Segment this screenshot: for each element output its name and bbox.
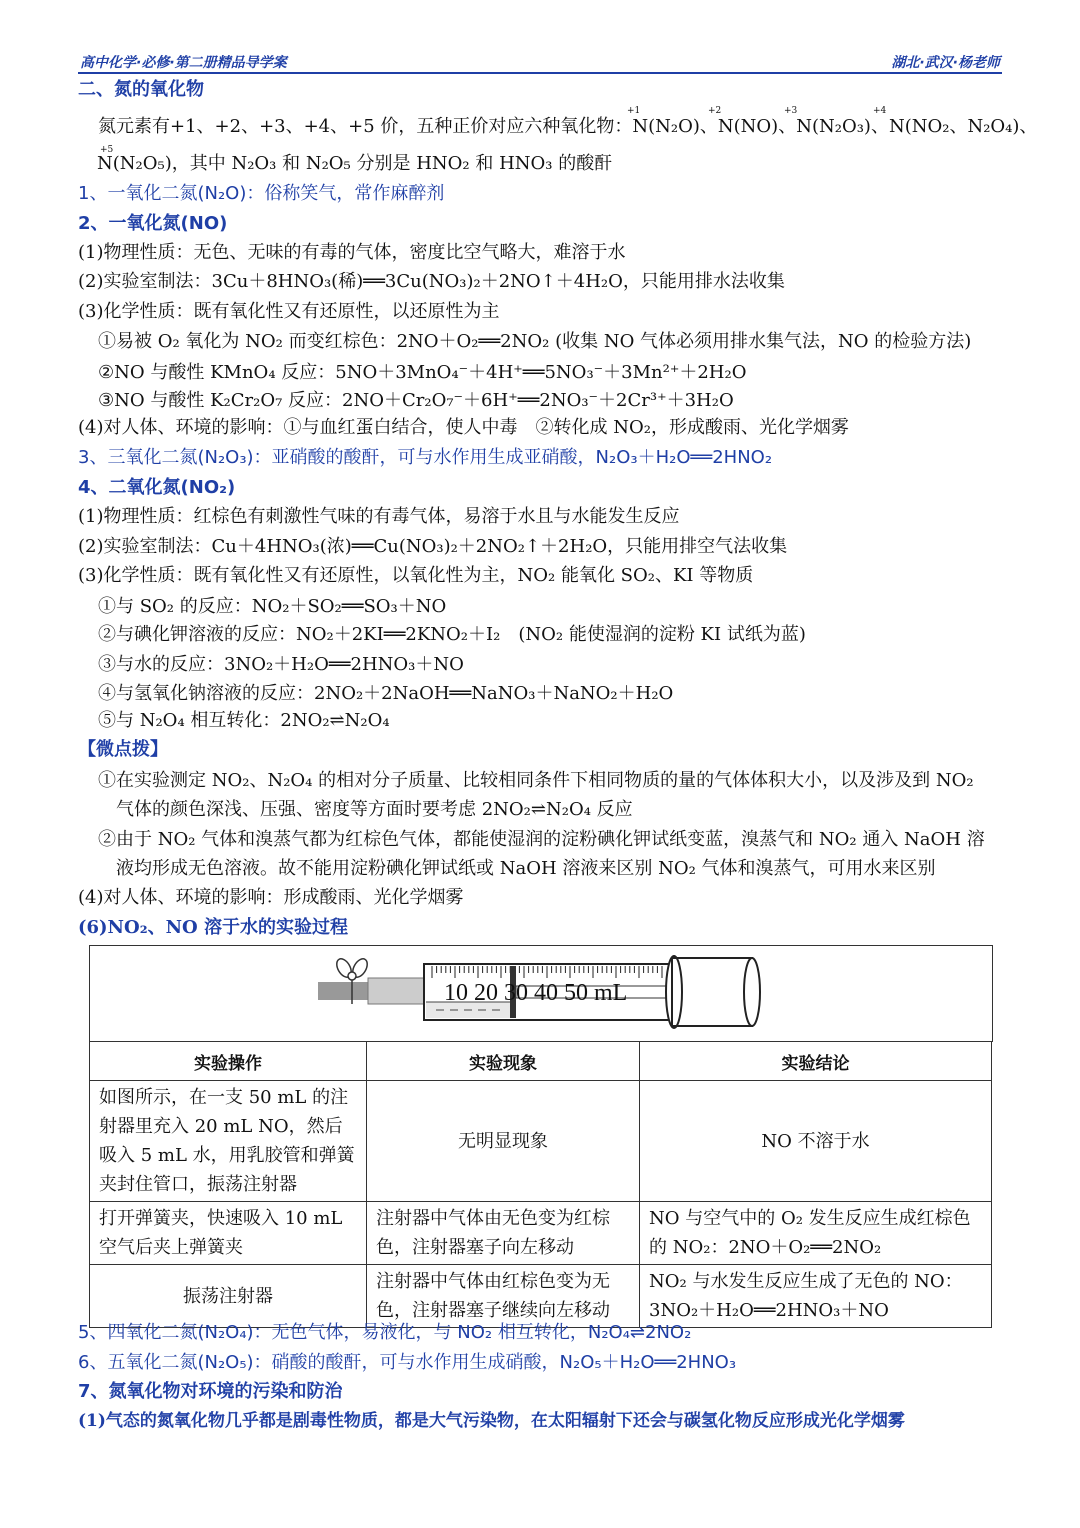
no2-item-3: ③与水的反应：3NO₂＋H₂O══2HNO₃＋NO — [98, 654, 464, 675]
section-title: 二、氮的氧化物 — [78, 79, 204, 100]
no2-physical: (1)物理性质：红棕色有刺激性气味的有毒气体，易溶于水且与水能发生反应 — [78, 506, 680, 527]
plunger-barrel — [672, 958, 752, 1026]
syringe-drawing — [90, 946, 992, 1042]
page-header — [78, 50, 1002, 74]
cell-op-2: 打开弹簧夹，快速吸入 10 mL 空气后夹上弹簧夹 — [90, 1202, 367, 1265]
no2-item-1: ①与 SO₂ 的反应：NO₂＋SO₂══SO₃＋NO — [98, 596, 447, 617]
no-item-3: ③NO 与酸性 K₂Cr₂O₇ 反应：2NO＋Cr₂O₇⁻＋6H⁺══2NO₃⁻＋2Cr³⁺＋3H₂O — [98, 390, 734, 411]
th-conclusion: 实验结论 — [640, 1042, 992, 1081]
ox-state-1: +1 — [627, 106, 641, 116]
tip-2-line-1: ②由于 NO₂ 气体和溴蒸气都为红棕色气体，都能使湿润的淀粉碘化钾试纸变蓝，溴蒸气和 NO₂ 通入 NaOH 溶 — [98, 829, 985, 850]
syringe-tip — [368, 978, 424, 1004]
no-item-1: ①易被 O₂ 氧化为 NO₂ 而变红棕色：2NO＋O₂══2NO₂ (收集 NO 气体必须用排水集气法，NO 的检验方法) — [98, 331, 972, 352]
syringe-scale-label: 10 20 30 40 50 mL — [444, 980, 628, 1006]
th-phenomenon: 实验现象 — [367, 1042, 640, 1081]
no2-heading: 4、二氧化氮(NO₂) — [78, 477, 236, 498]
no-lab-prep: (2)实验室制法：3Cu＋8HNO₃(稀)══3Cu(NO₃)₂＋2NO↑＋4H₂O，只能用排水法收集 — [78, 271, 785, 292]
no2-impact: (4)对人体、环境的影响：形成酸雨、光化学烟雾 — [78, 887, 464, 908]
tip-1-line-1: ①在实验测定 NO₂、N₂O₄ 的相对分子质量、比较相同条件下相同物质的量的气体体积大小，以及涉及到 NO₂ — [98, 770, 974, 791]
cell-ph-1: 无明显现象 — [367, 1081, 640, 1202]
n2o-line: 1、一氧化二氮(N₂O)：俗称笑气，常作麻醉剂 — [78, 183, 445, 204]
experiment-table — [89, 1041, 992, 1328]
intro-line-1: 氮元素有+1、+2、+3、+4、+5 价，五种正价对应六种氧化物：N(N₂O)、N(NO)、N(N₂O₃)、N(NO₂、N₂O₄)、 — [98, 116, 1038, 137]
no2-item-5: ⑤与 N₂O₄ 相互转化：2NO₂⇌N₂O₄ — [98, 710, 390, 731]
cell-co-3: NO₂ 与水发生反应生成了无色的 NO：3NO₂＋H₂O══2HNO₃＋NO — [640, 1265, 992, 1328]
no-physical: (1)物理性质：无色、无味的有毒的气体，密度比空气略大，难溶于水 — [78, 242, 626, 263]
barrel-flange — [666, 956, 682, 1028]
no2-item-2: ②与碘化钾溶液的反应：NO₂＋2KI══2KNO₂＋I₂ (NO₂ 能使湿润的淀粉 KI 试纸为蓝) — [98, 624, 806, 645]
table-row — [90, 1202, 992, 1265]
tip-1-line-2: 气体的颜色深浅、压强、密度等方面时要考虑 2NO₂⇌N₂O₄ 反应 — [116, 799, 633, 820]
cell-op-3: 振荡注射器 — [90, 1265, 367, 1328]
header-left: 高中化学·必修·第二册精品导学案 — [80, 55, 287, 71]
cell-co-2: NO 与空气中的 O₂ 发生反应生成红棕色的 NO₂：2NO＋O₂══2NO₂ — [640, 1202, 992, 1265]
intro-line-2: N(N₂O₅)，其中 N₂O₃ 和 N₂O₅ 分别是 HNO₂ 和 HNO₃ 的酸酐 — [97, 153, 613, 174]
n2o4-line: 5、四氧化二氮(N₂O₄)：无色气体，易液化，与 NO₂ 相互转化，N₂O₄⇌2NO₂ — [78, 1322, 692, 1343]
ox-state-5: +5 — [100, 145, 114, 155]
cell-ph-3: 注射器中气体由红棕色变为无色，注射器塞子继续向左移动 — [367, 1265, 640, 1328]
experiment-heading: (6)NO₂、NO 溶于水的实验过程 — [78, 917, 348, 938]
no-chemical: (3)化学性质：既有氧化性又有还原性，以还原性为主 — [78, 301, 500, 322]
table-row — [90, 1081, 992, 1202]
tip-heading: 【微点拨】 — [78, 739, 168, 760]
n2o3-line: 3、三氧化二氮(N₂O₃)：亚硝酸的酸酐，可与水作用生成亚硝酸，N₂O₃＋H₂O══2HNO₂ — [78, 447, 773, 468]
pollution-line-1: (1)气态的氮氧化物几乎都是剧毒性物质，都是大气污染物，在太阳辐射下还会与碳氢化物反应形成光化学烟雾 — [78, 1411, 905, 1431]
ox-state-4: +4 — [873, 106, 887, 116]
no-impact: (4)对人体、环境的影响：①与血红蛋白结合，使人中毒 ②转化成 NO₂，形成酸雨、光化学烟雾 — [78, 417, 849, 438]
no2-chemical: (3)化学性质：既有氧化性又有还原性，以氧化性为主，NO₂ 能氧化 SO₂、KI 等物质 — [78, 565, 754, 586]
plunger-thumb — [744, 958, 760, 1026]
cell-co-1: NO 不溶于水 — [640, 1081, 992, 1202]
no-item-2: ②NO 与酸性 KMnO₄ 反应：5NO＋3MnO₄⁻＋4H⁺══5NO₃⁻＋3Mn²⁺＋2H₂O — [98, 362, 747, 383]
ox-state-3: +3 — [784, 106, 798, 116]
th-operation: 实验操作 — [90, 1042, 367, 1081]
n2o5-line: 6、五氧化二氮(N₂O₅)：硝酸的酸酐，可与水作用生成硝酸，N₂O₅＋H₂O══2HNO₃ — [78, 1352, 737, 1373]
syringe-figure — [89, 945, 993, 1042]
table-row — [90, 1265, 992, 1328]
no2-lab-prep: (2)实验室制法：Cu＋4HNO₃(浓)══Cu(NO₃)₂＋2NO₂↑＋2H₂O，只能用排空气法收集 — [78, 536, 788, 557]
ox-state-2: +2 — [708, 106, 722, 116]
table-header — [90, 1042, 992, 1081]
cell-ph-2: 注射器中气体由无色变为红棕色，注射器塞子向左移动 — [367, 1202, 640, 1265]
no-heading: 2、一氧化氮(NO) — [78, 213, 228, 234]
cell-op-1: 如图所示，在一支 50 mL 的注射器里充入 20 mL NO，然后吸入 5 mL 水，用乳胶管和弹簧夹封住管口，振荡注射器 — [90, 1081, 367, 1202]
pollution-heading: 7、氮氧化物对环境的污染和防治 — [78, 1381, 343, 1402]
header-right: 湖北·武汉·杨老师 — [891, 55, 1000, 71]
tip-2-line-2: 液均形成无色溶液。故不能用淀粉碘化钾试纸或 NaOH 溶液来区别 NO₂ 气体和溴蒸气，可用水来区别 — [116, 858, 936, 879]
no2-item-4: ④与氢氧化钠溶液的反应：2NO₂＋2NaOH══NaNO₃＋NaNO₂＋H₂O — [98, 683, 674, 704]
